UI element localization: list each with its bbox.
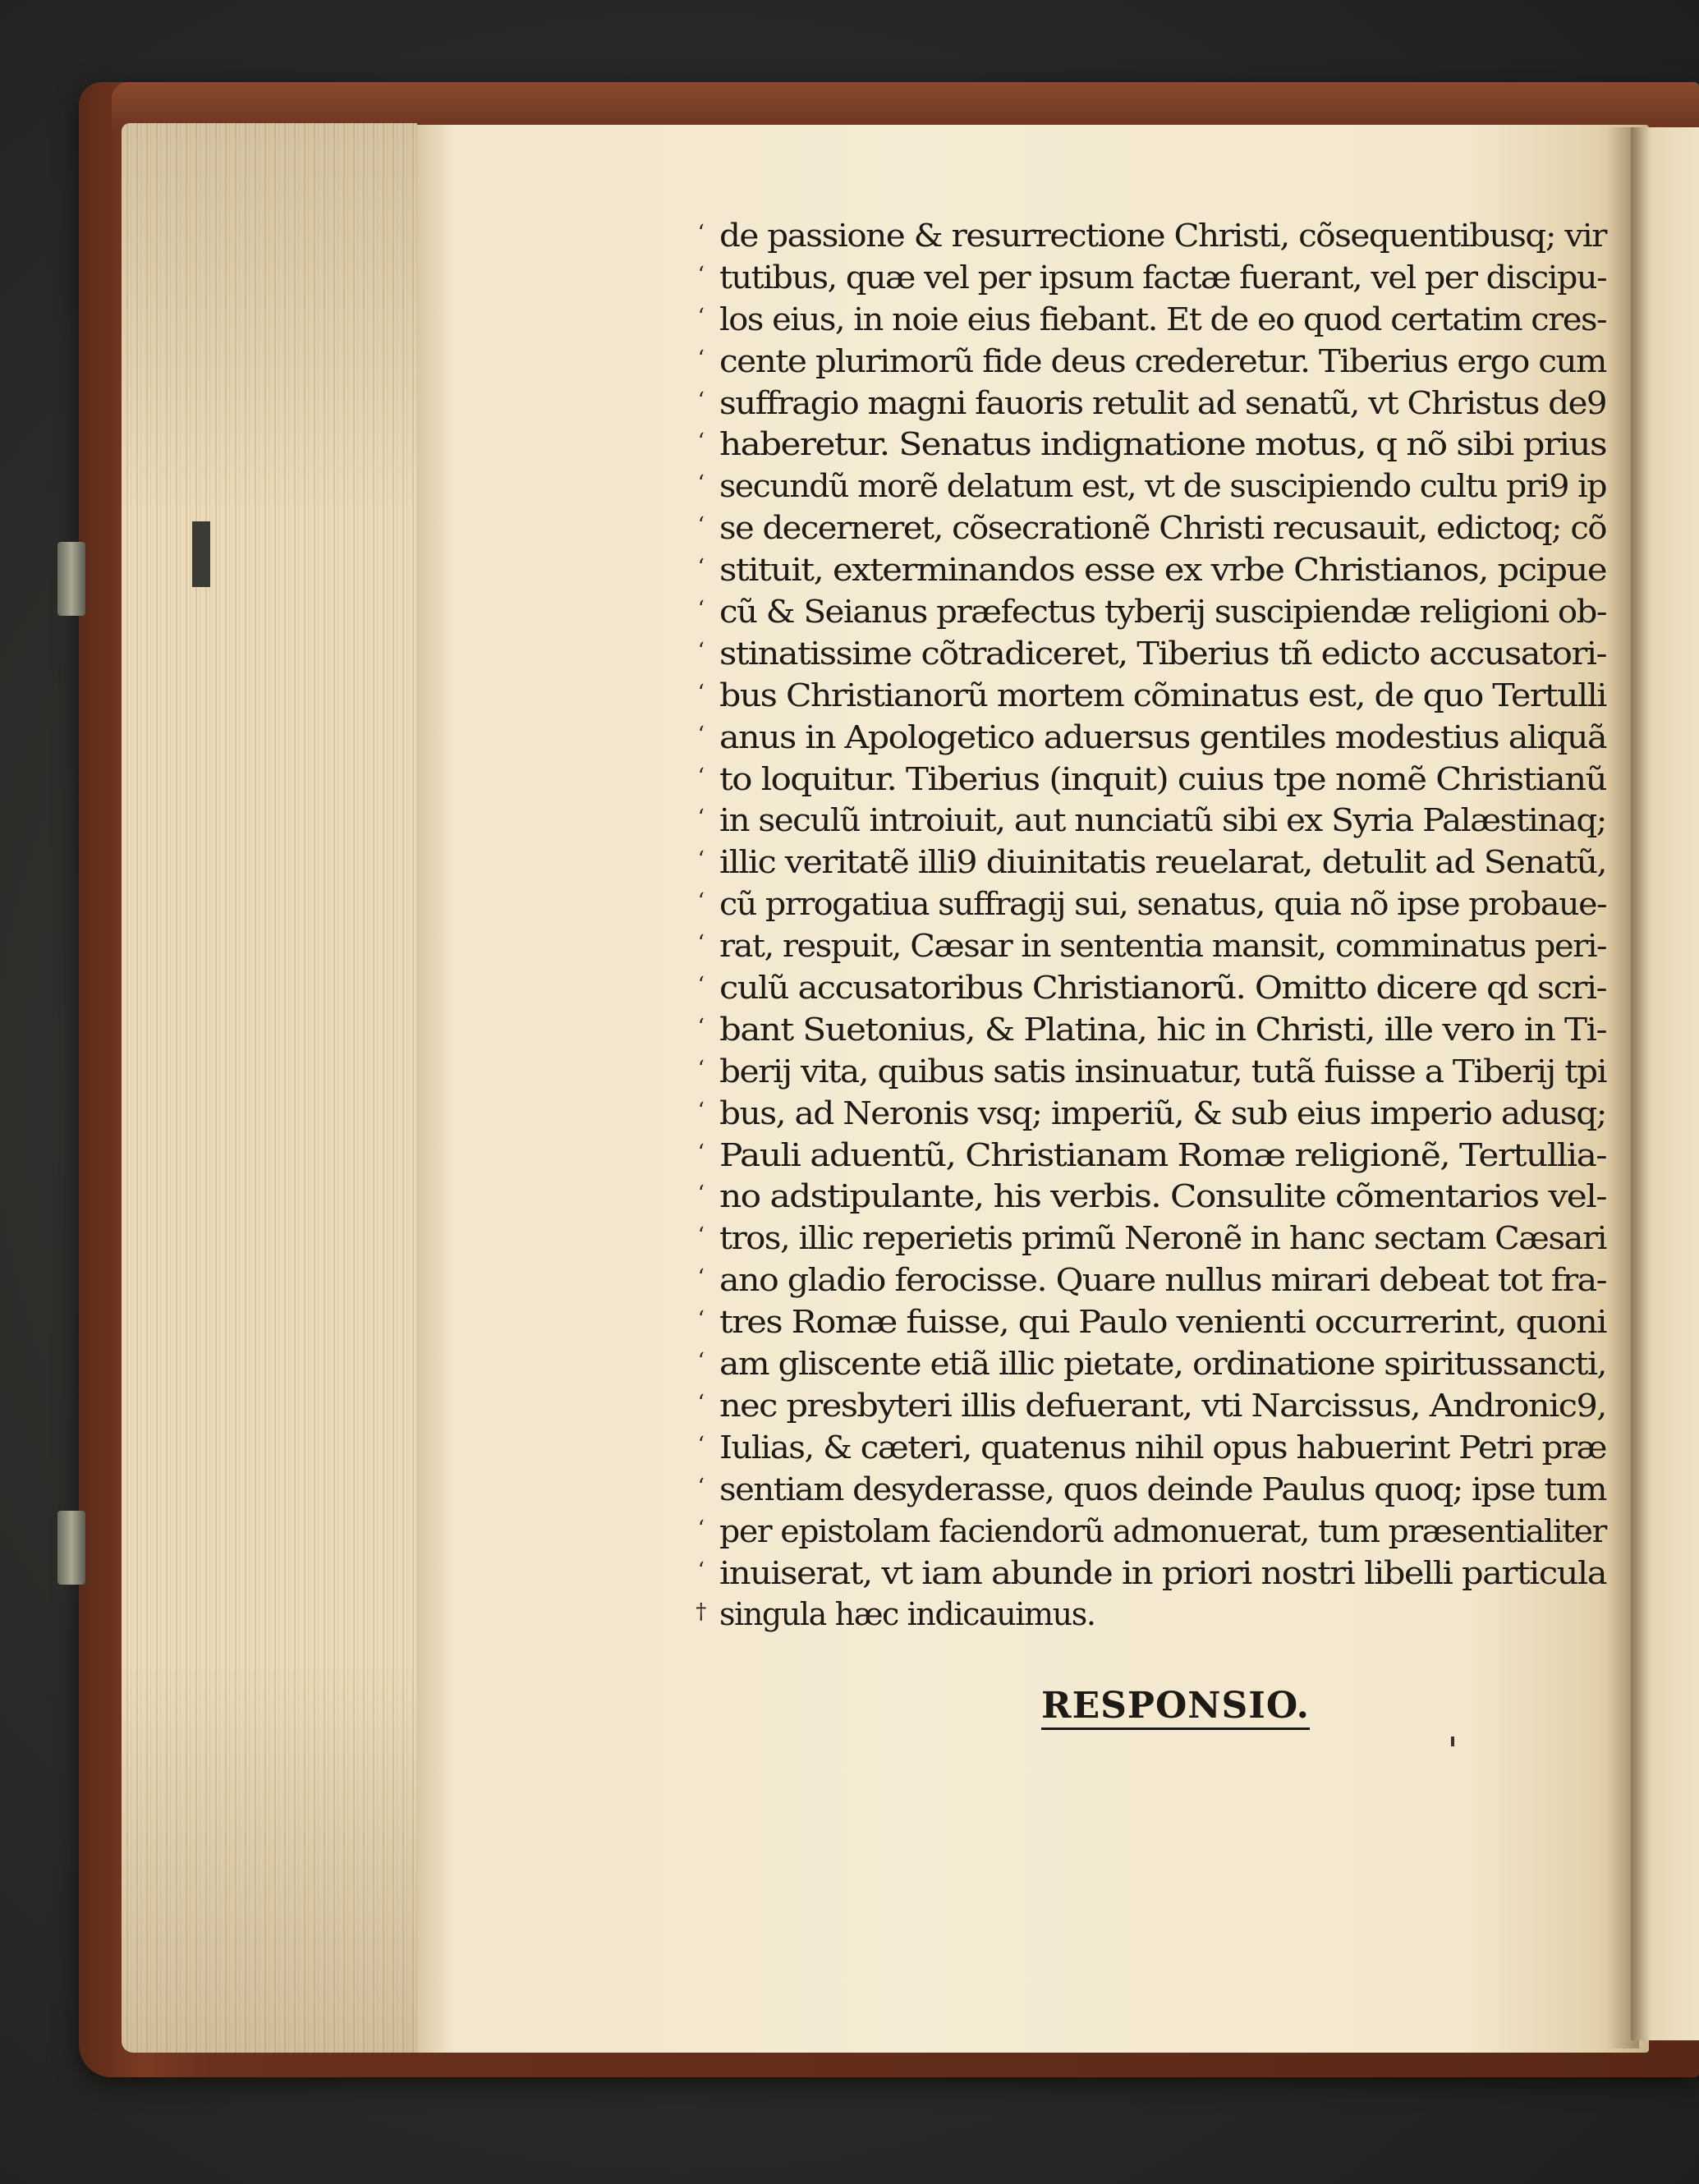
line-text: bus Christianorũ mortem cõminatus est, de quo Tertulli [719, 677, 1606, 713]
text-line [697, 1301, 1606, 1343]
quotation-mark: ‘ [697, 597, 704, 622]
line-text: per epistolam faciendorũ admonuerat, tum præsentialiter [719, 1512, 1606, 1549]
line-text: suffragio magni fauoris retulit ad senatũ, vt Christus de9 [719, 384, 1607, 421]
line-text: cũ & Seianus præfectus tyberij suscipiendæ religioni ob- [719, 594, 1607, 631]
line-text: bant Suetonius, & Platina, hic in Christi, ille vero in Ti- [719, 1011, 1606, 1048]
line-text: haberetur. Senatus indignatione motus, q nõ sibi prius [719, 426, 1607, 463]
catchword-tick [1451, 1737, 1454, 1746]
line-text: stinatissime cõtradiceret, Tiberius tñ edicto accusatori- [719, 635, 1606, 672]
line-text: bus, ad Neronis vsq; imperiũ, & sub eius imperio adusq; [719, 1094, 1607, 1131]
text-line [697, 1218, 1606, 1259]
line-text: no adstipulante, his verbis. Consulite cõmentarios vel- [719, 1178, 1606, 1215]
quotation-mark: ‘ [697, 1014, 704, 1039]
line-text: Pauli aduentũ, Christianam Romæ religionẽ, Tertullia- [719, 1136, 1607, 1173]
line-text: inuiserat, vt iam abunde in priori nostri libelli particula [719, 1554, 1606, 1591]
quotation-mark: ‘ [697, 1181, 704, 1207]
text-line [697, 1051, 1606, 1093]
line-text: los eius, in noie eius fiebant. Et de eo quod certatim cres- [719, 301, 1607, 337]
text-block [696, 215, 1607, 1636]
text-line [697, 1176, 1606, 1218]
text-line [697, 299, 1607, 341]
quotation-mark: ‘ [697, 1223, 704, 1249]
text-line [697, 591, 1607, 633]
text-line [697, 1385, 1606, 1427]
quotation-mark: ‘ [697, 1349, 704, 1374]
text-line [697, 842, 1607, 883]
line-text: am gliscente etiã illic pietate, ordinatione spiritussancti, [719, 1346, 1606, 1383]
line-text: berij vita, quibus satis insinuatur, tutã fuisse a Tiberij tpi [719, 1053, 1606, 1090]
text-line [697, 1259, 1606, 1301]
quotation-mark: ‘ [697, 973, 704, 998]
line-text: anus in Apologetico aduersus gentiles modestius aliquã [719, 718, 1607, 755]
text-line [697, 215, 1607, 257]
text-line [697, 1427, 1607, 1469]
line-text: culũ accusatoribus Christianorũ. Omitto dicere qd scri- [719, 970, 1606, 1007]
line-text: Iulias, & cæteri, quatenus nihil opus habuerint Petri præ [719, 1429, 1607, 1466]
line-text: nec presbyteri illis defuerant, vti Narcissus, Andronic9, [719, 1387, 1606, 1424]
quotation-mark: ‘ [697, 1307, 704, 1333]
text-line [697, 424, 1607, 466]
line-text: in seculũ introiuit, aut nunciatũ sibi ex Syria Palæstinaq; [719, 802, 1606, 839]
quotation-mark: ‘ [697, 1558, 704, 1583]
section-heading: RESPONSIO. [1041, 1685, 1310, 1730]
text-line [697, 1343, 1606, 1385]
text-line [697, 383, 1607, 424]
quotation-mark: ‘ [697, 471, 704, 497]
line-text: se decerneret, cõsecrationẽ Christi recusauit, edictoq; cõ [719, 510, 1606, 547]
clasp-bottom [57, 1511, 85, 1585]
line-text: rat, respuit, Cæsar in sententia mansit, comminatus peri- [719, 928, 1607, 965]
line-text: secundũ morẽ delatum est, vt de suscipiendo cultu pri9 ip [719, 468, 1607, 505]
text-line [697, 759, 1607, 801]
recto-page-edge [1631, 127, 1699, 2040]
quotation-mark: ‘ [697, 221, 704, 245]
quotation-mark: ‘ [697, 429, 704, 455]
clasp-top [57, 542, 85, 616]
quotation-mark: ‘ [697, 304, 704, 329]
quotation-mark: ‘ [697, 1056, 704, 1081]
text-line [697, 967, 1606, 1009]
quotation-mark: ‘ [697, 1516, 704, 1541]
line-text: singula hæc indicauimus. [719, 1596, 1095, 1633]
line-text: tutibus, quæ vel per ipsum factæ fuerant, vel per discipu- [719, 259, 1607, 296]
text-line [697, 925, 1607, 967]
quotation-mark: ‘ [697, 847, 704, 873]
quotation-mark: ‘ [697, 388, 704, 413]
quotation-mark: ‘ [697, 1390, 704, 1415]
text-line [697, 1511, 1606, 1553]
text-line [696, 1594, 1606, 1636]
quotation-mark: ‘ [697, 805, 704, 831]
text-line [697, 549, 1606, 591]
text-line [697, 257, 1607, 299]
quotation-mark: ‘ [697, 680, 704, 705]
line-text: tros, illic reperietis primũ Neronẽ in hanc sectam Cæsari [719, 1220, 1606, 1257]
line-text: ano gladio ferocisse. Quare nullus mirari debeat tot fra- [719, 1262, 1606, 1299]
line-text: cũ prrogatiua suffragij sui, senatus, quia nõ ipse probaue- [719, 886, 1607, 923]
quotation-mark: ‘ [697, 931, 704, 957]
line-text: sentiam desyderasse, quos deinde Paulus quoq; ipse tum [719, 1471, 1606, 1507]
quotation-mark: ‘ [697, 262, 704, 287]
text-line [697, 717, 1607, 759]
text-line [697, 633, 1606, 675]
text-line [697, 1135, 1607, 1177]
text-line [697, 1093, 1607, 1135]
quotation-mark: ‘ [697, 1098, 704, 1123]
quotation-mark: ‘ [697, 1474, 704, 1499]
text-line [697, 1553, 1606, 1594]
quotation-mark: ‘ [697, 346, 704, 371]
quotation-mark: ‘ [697, 513, 704, 539]
quotation-mark: ‘ [697, 1265, 704, 1291]
quotation-mark: ‘ [697, 555, 704, 580]
text-line [697, 800, 1606, 842]
quotation-mark: ‘ [697, 1432, 704, 1457]
text-line [697, 1469, 1606, 1511]
quotation-mark: ‘ [697, 638, 704, 663]
quotation-mark: ‘ [697, 889, 704, 915]
text-line [697, 507, 1606, 549]
line-text: de passione & resurrectione Christi, cõsequentibusq; vir [719, 218, 1607, 254]
line-text: tres Romæ fuisse, qui Paulo venienti occurrerint, quoni [719, 1304, 1606, 1341]
text-line [697, 675, 1606, 717]
quotation-mark: † [696, 1599, 705, 1625]
page-edges-shade [122, 123, 417, 2053]
line-text: cente plurimorũ fide deus crederetur. Tiberius ergo cum [719, 342, 1606, 379]
quotation-mark: ‘ [697, 1140, 704, 1165]
text-line [697, 341, 1606, 383]
quotation-mark: ‘ [697, 722, 704, 747]
line-text: stituit, exterminandos esse ex vrbe Christianos, pcipue [719, 552, 1606, 589]
text-line [697, 1009, 1606, 1051]
quotation-mark: ‘ [697, 764, 704, 789]
line-text: illic veritatẽ illi9 diuinitatis reuelarat, detulit ad Senatũ, [719, 844, 1607, 881]
bookmark-tab [192, 521, 210, 587]
line-text: to loquitur. Tiberius (inquit) cuius tpe nomẽ Christianũ [719, 760, 1607, 797]
text-line [697, 883, 1607, 925]
text-line [697, 466, 1607, 507]
